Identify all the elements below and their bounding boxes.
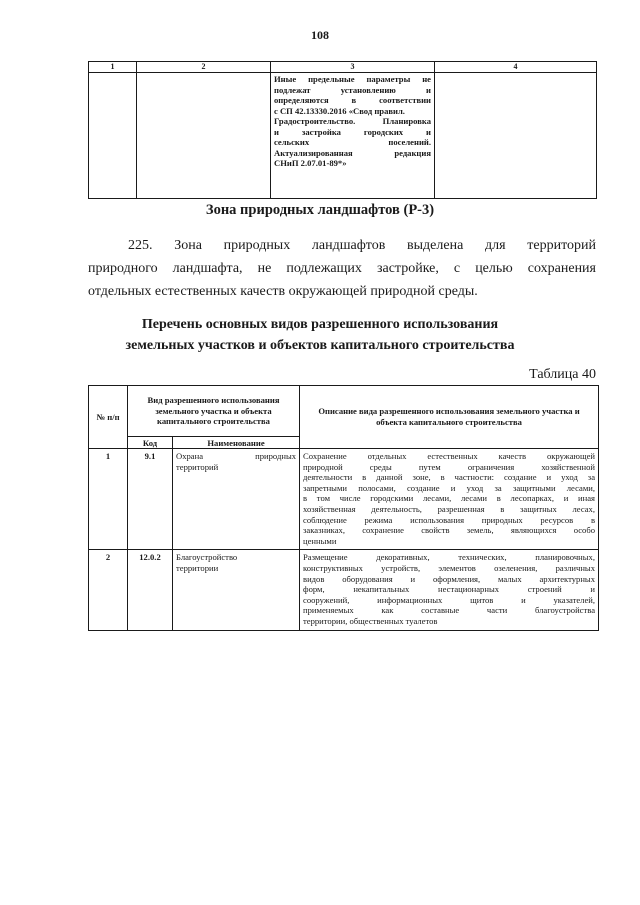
- text-line: Градостроительство. Планировка: [274, 116, 431, 126]
- row-code: 12.0.2: [128, 550, 173, 630]
- cell-other-parameters: [271, 73, 435, 199]
- text-line: Актуализированная редакция: [274, 147, 431, 158]
- col-header-3: 3: [271, 62, 435, 73]
- continuation-table-row: [89, 73, 597, 199]
- zone-title: Зона природных ландшафтов (Р-3): [205, 202, 435, 218]
- table-row: [89, 550, 599, 630]
- header-name: Наименование: [173, 437, 300, 449]
- row-number: 2: [89, 550, 128, 630]
- header-description: Описание вида разрешенного использования земельного участка и объекта капитального строительства: [300, 386, 599, 449]
- list-title-line: земельных участков и объектов капитального строительства: [125, 338, 515, 353]
- header-use-kind: Вид разрешенного использования земельного участка и объекта капитального строительства: [128, 386, 300, 437]
- col-header-4: 4: [435, 62, 597, 73]
- text-line: Иные предельные параметры не: [274, 74, 431, 84]
- table-header-row: [89, 386, 599, 437]
- desc-line: заказниках, сохранение свойств земель, являющихся особо: [303, 525, 596, 536]
- desc-line: форм, некапитальных нестационарных строений и: [303, 584, 596, 595]
- desc-line: хозяйственная деятельность, разрешенная в защитных лесах,: [303, 503, 596, 514]
- table-number: Таблица 40: [529, 367, 596, 382]
- zone-description-paragraph: [88, 234, 596, 303]
- paragraph-line: отдельных естественных качеств окружающей природной среды.: [88, 284, 478, 299]
- paragraph-line: 225. Зона природных ландшафтов выделена для территорий: [128, 238, 596, 253]
- desc-line: территории, общественных туалетов: [303, 615, 438, 626]
- cell-empty-1: [89, 73, 137, 199]
- desc-line: применяемых как составные части благоустройства: [303, 605, 596, 616]
- permitted-use-table: [88, 385, 599, 631]
- desc-line: соблюдение режима использования природных ресурсов в: [303, 514, 596, 525]
- continuation-table: [88, 61, 597, 199]
- text-line: СНиП 2.07.01-89*»: [274, 158, 347, 168]
- desc-line: в том числе городскими лесами, лесами в лесопарках, и иная: [303, 493, 596, 504]
- desc-line: запретными полосами, создание и уход за защитными лесами,: [303, 482, 596, 493]
- row-code: 9.1: [128, 449, 173, 550]
- desc-line: природной среды путем ограничения хозяйственной: [303, 461, 596, 472]
- table-row: [89, 449, 599, 550]
- header-code: Код: [128, 437, 173, 449]
- name-line: территории: [176, 562, 219, 573]
- col-header-2: 2: [137, 62, 271, 73]
- desc-line: Размещение декоративных, технических, планировочных,: [303, 552, 596, 563]
- desc-line: деятельности в данной зоне, в частности: создание и уход за: [303, 472, 596, 483]
- cell-empty-4: [435, 73, 597, 199]
- text-line: с СП 42.13330.2016 «Свод правил.: [274, 105, 405, 116]
- name-line: Охрана природных: [176, 451, 297, 461]
- col-header-1: 1: [89, 62, 137, 73]
- row-name: [173, 550, 300, 630]
- row-description: [300, 449, 599, 550]
- desc-line: сооружений, информационных щитов и указателей,: [303, 594, 596, 605]
- desc-line: конструктивных устройств, элементов озеленения, различных: [303, 562, 596, 573]
- list-title-line: Перечень основных видов разрешенного использования: [141, 317, 499, 332]
- list-title: [0, 314, 640, 356]
- desc-line: видов оборудования и оформления, малых архитектурных: [303, 573, 596, 584]
- text-line: определяются в соответствии: [274, 95, 431, 105]
- row-description: [300, 550, 599, 630]
- continuation-table-header: [89, 62, 597, 73]
- desc-line: ценными: [303, 535, 337, 546]
- text-line: подлежат установлению и: [274, 84, 431, 95]
- page-number: 108: [311, 28, 329, 42]
- name-line: Благоустройство: [176, 552, 238, 563]
- cell-empty-2: [137, 73, 271, 199]
- row-number: 1: [89, 449, 128, 550]
- row-name: [173, 449, 300, 550]
- paragraph-line: природного ландшафта, не подлежащих застройке, с целью сохранения: [88, 261, 596, 276]
- header-number: № п/п: [89, 386, 128, 449]
- text-line: сельских поселений.: [274, 137, 431, 147]
- desc-line: Сохранение отдельных естественных качеств окружающей: [303, 451, 596, 461]
- text-line: и застройка городских и: [274, 126, 431, 137]
- name-line: территорий: [176, 461, 219, 472]
